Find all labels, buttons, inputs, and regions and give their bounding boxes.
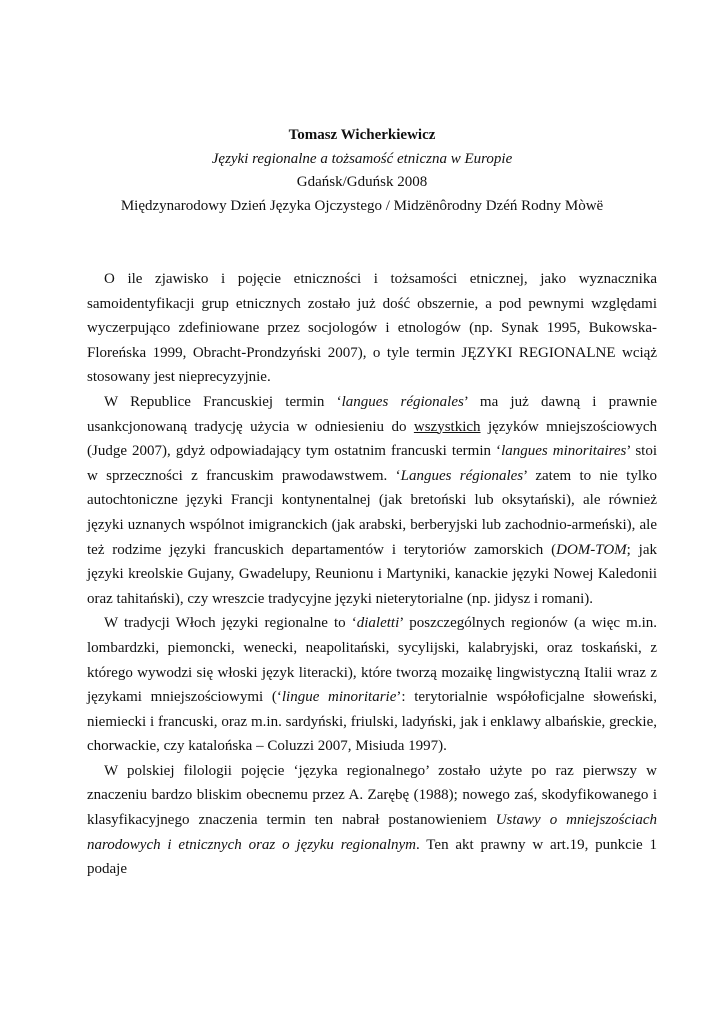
place-date: Gdańsk/Gduńsk 2008 (296, 174, 428, 190)
text-span: . Ten akt prawny w art.19, punkcie 1 podaje (87, 836, 657, 878)
text-span: W polskiej filologii pojęcie ‘języka regionalnego’ zostało użyte po raz pierwszy w znaczeniu bardzo bliskim obecnemu przez A. Zarębę (1988); nowego zaś, skodyfikowanego i klasyfikacyjnego znaczenia termin ten nabrał postanowieniem (87, 762, 657, 829)
text-span: ’ stoi w sprzeczności z francuskim prawodawstwem. ‘ (87, 443, 658, 484)
paragraph-2 (87, 390, 657, 611)
text-span: języków mniejszościowych (Judge 2007), gdyż odpowiadający tym ostatnim francuski termin ‘ (87, 418, 657, 460)
text-span: ’: terytorialnie współoficjalne słoweński, niemiecki i francuski, oraz m.in. sardyński, friulski, ladyński, jak i enklawy albańskie, greckie, chorwackie, czy katalońska – Coluzzi 2007, Misiuda 1997). (87, 689, 658, 755)
paragraph-1-text: O ile zjawisko i pojęcie etniczności i tożsamości etnicznej, jako wyznacznika samoidentyfikacji grup etnicznych zostało już dość obszernie, a pod pewnymi względami wyczerpująco zdefiniowane przez socjologów i etnologów (np. Synak 1995, Bukowska-Floreńska 1999, Obracht-Prondzyński 2007), o tyle termin JĘZYKI REGIONALNE wciąż stosowany jest nieprecyzyjnie. (87, 271, 657, 386)
author-name: Tomasz Wicherkiewicz (288, 127, 436, 143)
italic-term: lingue minoritarie (281, 689, 397, 706)
text-span: ’ zatem to nie tylko autochtoniczne języki Francji kontynentalnej (jak bretoński lub oksytański), ale również języki uznanych wspólnot imigranckich (jak arabski, berberyjski lub zachodnio-armeński), ale też rodzime języki francuskich departamentów i terytoriów zamorskich ( (87, 467, 657, 558)
paragraph-3 (87, 611, 657, 759)
paragraph-1 (87, 267, 657, 390)
italic-term: langues minoritaires (501, 443, 627, 460)
italic-term: dialetti (356, 615, 400, 632)
paragraph-4 (87, 759, 657, 882)
text-span: ; jak języki kreolskie Gujany, Gwadelupy, Reunionu i Martyniki, kanackie języki Nowej Kaledonii oraz tahitański), czy wreszcie tradycyjne języki nieterytorialne (np. jidysz i romani). (87, 541, 657, 607)
document-title: Języki regionalne a tożsamość etniczna w Europie (211, 150, 513, 167)
document-header (0, 124, 724, 218)
text-span: W Republice Francuskiej termin ‘ (104, 393, 342, 410)
italic-term: Ustawy o mniejszościach narodowych i etnicznych oraz o języku regionalnym (87, 812, 657, 853)
text-span: W tradycji Włoch języki regionalne to ‘ (104, 615, 357, 632)
italic-term: Langues régionales (400, 467, 524, 484)
event-name: Międzynarodowy Dzień Języka Ojczystego / Midzënôrodny Dzéń Rodny Mòwë (120, 197, 604, 214)
underlined-word: wszystkich (413, 418, 481, 435)
italic-term: langues régionales (341, 393, 464, 410)
text-span: ’ poszczególnych regionów (a więc m.in. lombardzki, piemoncki, wenecki, neapolitański, sycylijski, kalabryjski, oraz toskański, z którego wywodzi się włoski język literacki), które tworzą mozaikę lingwistyczną Italii wraz z językami mniejszościowymi (‘ (87, 615, 658, 706)
italic-term: DOM-TOM (556, 541, 627, 558)
text-span: ’ ma już dawną i prawnie usankcjonowaną tradycję użycia w odniesieniu do (87, 393, 657, 435)
document-body (87, 267, 657, 882)
